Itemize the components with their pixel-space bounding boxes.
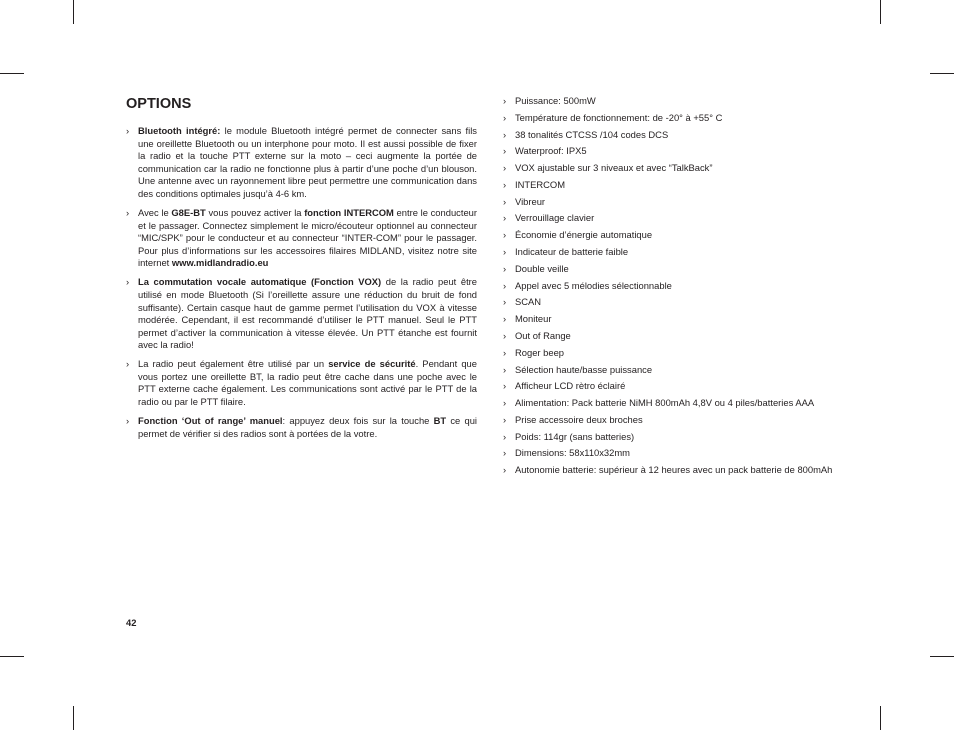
feature-item — [503, 179, 854, 192]
feature-text: Out of Range — [515, 329, 571, 341]
bullet-chevron-icon: › — [503, 313, 507, 325]
bullet-chevron-icon: › — [503, 363, 507, 375]
feature-item — [503, 145, 854, 158]
bullet-chevron-icon: › — [503, 162, 507, 174]
feature-item — [503, 112, 854, 125]
crop-mark-left-top — [0, 73, 24, 74]
feature-item — [503, 397, 854, 410]
feature-text: Afficheur LCD rètro éclairé — [515, 380, 626, 392]
feature-text: Prise accessoire deux broches — [515, 413, 643, 425]
left-column — [126, 95, 477, 447]
feature-item — [503, 229, 854, 242]
bullet-chevron-icon: › — [503, 229, 507, 241]
feature-text: Température de fonctionnement: de -20° à +55° C — [515, 111, 723, 123]
features-list — [503, 95, 854, 477]
option-vox: › La commutation vocale automatique (Fonction VOX) de la radio peut être utilisé en mode Bluetooth (Si l’oreillette assure une réduction du bruit de fond suffisante). Certain casque haut de gamme permet l’utilisation du VOX à vitesse modérée. Cependant, il est recommandé d’utiliser le PTT manuel. Seul le PTT permet d’activer la communication à vitesse élevée. Un PTT étanche est fournit avec la radio! — [126, 276, 478, 351]
feature-text: 38 tonalités CTCSS /104 codes DCS — [515, 128, 669, 140]
crop-mark-right-bottom — [930, 656, 954, 657]
feature-text: Autonomie batterie: supérieur à 12 heures avec un pack batterie de 800mAh — [515, 464, 833, 476]
bullet-chevron-icon: › — [503, 95, 507, 106]
feature-item — [503, 95, 854, 108]
feature-text: Double veille — [515, 262, 569, 274]
feature-text: Moniteur — [515, 313, 552, 325]
crop-mark-top-left — [73, 0, 74, 24]
bullet-chevron-icon: › — [503, 296, 507, 308]
feature-text: Waterproof: IPX5 — [515, 145, 587, 157]
bullet-chevron-icon: › — [503, 262, 507, 274]
feature-text: Roger beep — [515, 346, 564, 358]
bullet-chevron-icon: › — [503, 195, 507, 207]
feature-item — [503, 280, 854, 293]
bullet-chevron-icon: › — [503, 380, 507, 392]
feature-item — [503, 364, 854, 377]
feature-item — [503, 380, 854, 393]
feature-item — [503, 414, 854, 427]
option-intercom: › Avec le G8E-BT vous pouvez activer la fonction INTERCOM entre le conducteur et le passager. Connectez simplement le micro/écouteur optionnel au connecteur “MIC/SPK” pour le conducteur et au connecteur “INTER-COM” pour le passager. Pour plus d’informations sur les accessoires filaires MIDLAND, visitez notre site internet www.midlandradio.eu — [126, 206, 477, 269]
feature-text: Puissance: 500mW — [515, 95, 596, 106]
feature-item — [503, 129, 854, 142]
bullet-chevron-icon: › — [126, 206, 130, 218]
crop-mark-bottom-left — [73, 706, 74, 730]
feature-item — [503, 196, 854, 209]
feature-item — [503, 313, 854, 326]
bullet-chevron-icon: › — [503, 447, 507, 459]
feature-item — [503, 162, 854, 175]
feature-item — [503, 212, 854, 225]
feature-text: VOX ajustable sur 3 niveaux et avec “TalkBack” — [515, 162, 713, 174]
bullet-chevron-icon: › — [126, 125, 130, 136]
options-list — [126, 125, 477, 440]
bullet-chevron-icon: › — [503, 246, 507, 258]
feature-item — [503, 431, 854, 444]
bullet-chevron-icon: › — [503, 430, 507, 442]
bullet-chevron-icon: › — [503, 413, 507, 425]
feature-text: Alimentation: Pack batterie NiMH 800mAh 4,8V ou 4 piles/batteries AAA — [515, 397, 815, 409]
option-security-service: › La radio peut également être utilisé par un service de sécurité. Pendant que vous portez une oreillette BT, la radio peut être cache dans une poche avec le PTT externe cache également. Les communications sont activé par le PTT de la radio ou par le PTT filaire. — [126, 358, 477, 408]
feature-text: Sélection haute/basse puissance — [515, 363, 653, 375]
feature-text: Vibreur — [515, 195, 546, 207]
bullet-chevron-icon: › — [503, 145, 507, 157]
feature-item — [503, 246, 854, 259]
crop-mark-left-bottom — [0, 656, 24, 657]
option-out-of-range: › Fonction ‘Out of range’ manuel: appuyez deux fois sur la touche BT ce qui permet de vérifier si des radios sont à portées de la votre. — [126, 415, 478, 439]
crop-mark-top-right — [880, 0, 881, 24]
feature-text: Économie d’énergie automatique — [515, 229, 653, 241]
feature-item — [503, 464, 854, 477]
website-link: www.midlandradio.eu — [171, 257, 269, 269]
bullet-chevron-icon: › — [126, 415, 130, 427]
bullet-chevron-icon: › — [126, 358, 130, 370]
bullet-chevron-icon: › — [503, 111, 507, 123]
feature-text: Dimensions: 58x110x32mm — [515, 447, 630, 459]
bullet-chevron-icon: › — [503, 212, 507, 224]
bullet-chevron-icon: › — [503, 178, 507, 190]
bullet-chevron-icon: › — [503, 128, 507, 140]
bullet-chevron-icon: › — [503, 464, 507, 476]
bullet-chevron-icon: › — [503, 279, 507, 291]
feature-item — [503, 263, 854, 276]
bullet-chevron-icon: › — [126, 276, 130, 288]
feature-text: Appel avec 5 mélodies sélectionnable — [515, 279, 672, 291]
right-column — [503, 95, 854, 481]
feature-item — [503, 347, 854, 360]
feature-text: INTERCOM — [515, 178, 565, 190]
feature-text: Verrouillage clavier — [515, 212, 595, 224]
page-number: 42 — [126, 617, 137, 628]
crop-mark-right-top — [930, 73, 954, 74]
feature-item — [503, 296, 854, 309]
feature-item — [503, 330, 854, 343]
bullet-chevron-icon: › — [503, 329, 507, 341]
bullet-chevron-icon: › — [503, 397, 507, 409]
section-title: OPTIONS — [126, 96, 192, 112]
feature-item — [503, 447, 854, 460]
feature-text: Indicateur de batterie faible — [515, 246, 629, 258]
feature-text: SCAN — [515, 296, 542, 308]
feature-text: Poids: 114gr (sans batteries) — [515, 430, 635, 442]
option-bluetooth: › Bluetooth intégré: le module Bluetooth intégré permet de connecter sans fils une oreillette Bluetooth ou un interphone pour moto. Il est aussi possible de fixer la radio et la touche PTT externe sur la moto – ceci augmente la portée de communication car la radio ne fonctionne plus à partir d’une poche d’un blouson. Une antenne avec un rayonnement libre peut permettre une communication dans des conditions optimales jusqu’à 4-6 km. — [126, 125, 477, 199]
crop-mark-bottom-right — [880, 706, 881, 730]
bullet-chevron-icon: › — [503, 346, 507, 358]
